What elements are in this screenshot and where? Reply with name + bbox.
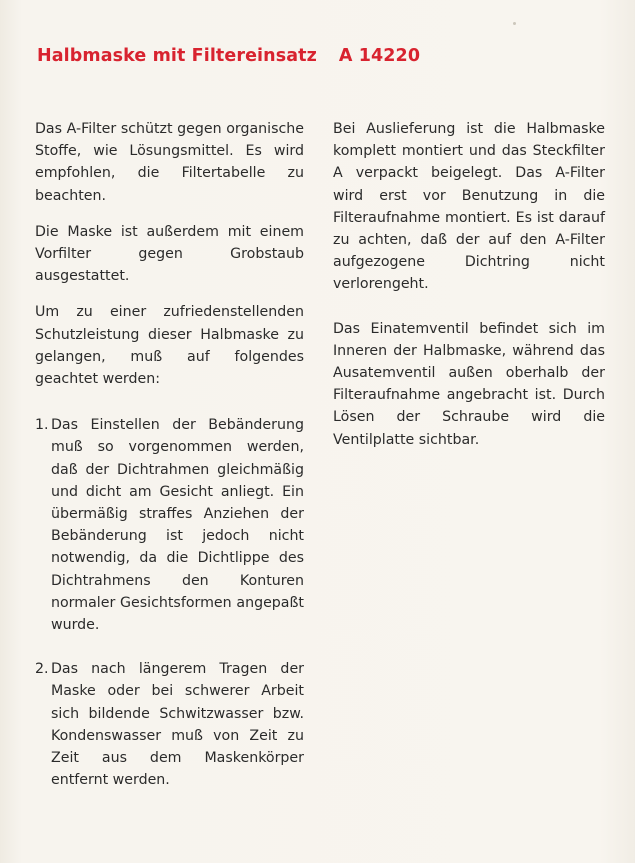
right-column xyxy=(333,118,605,465)
paragraph-valves: Das Einatemventil befindet sich im Inneren der Halbmaske, während das Ausatemventil außen oberhalb der Filteraufnahme angebracht ist. Durch Lösen der Schraube wird die Ventilplatte sichtbar. xyxy=(333,320,605,448)
list-item xyxy=(35,658,304,791)
paper-speck xyxy=(513,22,516,25)
list-item xyxy=(35,414,304,636)
list-item-number: 2. xyxy=(35,661,49,678)
paragraph-delivery: Bei Auslieferung ist die Halbmaske komplett montiert und das Steckfilter A verpackt beigelegt. Das A-Filter wird erst vor Benutzung in die Filteraufnahme montiert. Es ist darauf zu achten, daß der auf den A-Filter aufgezogene Dichtring nicht verlorengeht. xyxy=(333,121,605,293)
list-item-text: Das Einstellen der Bebänderung muß so vorgenommen werden, daß der Dichtrahmen gleichmäßig und dicht am Gesicht anliegt. Ein übermäßig straffes Anziehen der Bebänderung ist jedoch nicht notwendig, da die Dichtlippe des Dichtrahmens den Konturen normaler Gesichtsformen angepaßt wurde. xyxy=(51,417,304,634)
product-code: A 14220 xyxy=(338,46,421,66)
list-item-number: 1. xyxy=(35,417,49,434)
document-title xyxy=(37,46,420,66)
title-text: Halbmaske mit Filtereinsatz xyxy=(37,46,317,66)
list-item-text: Das nach längerem Tragen der Maske oder bei schwerer Arbeit sich bildende Schwitzwasser bzw. Kondenswasser muß von Zeit zu Zeit aus dem Maskenkörper entfernt werden. xyxy=(51,661,304,789)
paragraph-instructions-intro: Um zu einer zufriedenstellenden Schutzleistung dieser Halbmaske zu gelangen, muß auf folgendes geachtet werden: xyxy=(35,304,304,388)
paragraph-prefilter: Die Maske ist außerdem mit einem Vorfilter gegen Grobstaub ausgestattet. xyxy=(35,223,304,285)
instruction-list xyxy=(35,414,304,791)
left-column xyxy=(35,118,304,813)
paragraph-filter-info: Das A-Filter schützt gegen organische Stoffe, wie Lösungsmittel. Es wird empfohlen, die Filtertabelle zu beachten. xyxy=(35,121,304,204)
